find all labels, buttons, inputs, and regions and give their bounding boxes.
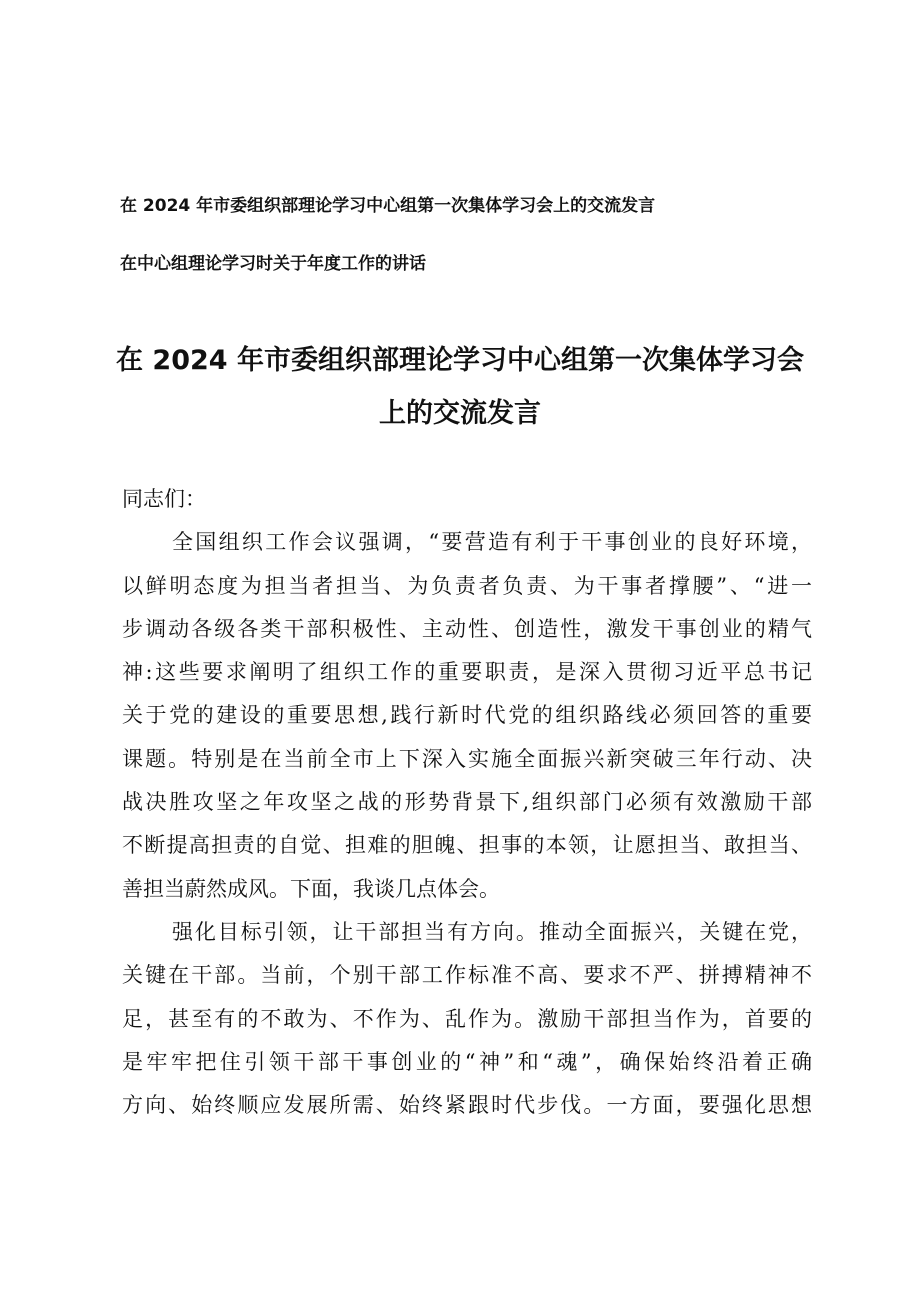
paragraph-1-line: 课题。特别是在当前全市上下深入实施全面振兴新突破三年行动、决 [122, 746, 812, 771]
paragraph-2-line: 是牢牢把住引领干部干事创业的“神”和“魂”，确保始终沿着正确 [122, 1049, 812, 1074]
paragraph-1-line: 以鲜明态度为担当者担当、为负责者负责、为干事者撑腰”、“进一 [122, 573, 812, 598]
paragraph-2-line: 方向、始终顺应发展所需、始终紧跟时代步伐。一方面，要强化思想 [122, 1093, 812, 1118]
paragraph-2-line: 足，甚至有的不敢为、不作为、乱作为。激励干部担当作为，首要的 [122, 1006, 812, 1031]
title-line-1: 在 2024 年市委组织部理论学习中心组第一次集体学习会 [116, 345, 804, 376]
salutation: 同志们： [122, 487, 206, 511]
paragraph-1-line: 神:这些要求阐明了组织工作的重要职责，是深入贯彻习近平总书记 [122, 660, 812, 685]
paragraph-1-line: 不断提高担责的自觉、担难的胆魄、担事的本领，让愿担当、敢担当、 [122, 833, 812, 858]
paragraph-1-line: 步调动各级各类干部积极性、主动性、创造性，激发干事创业的精气 [122, 616, 812, 641]
paragraph-2-line: 强化目标引领，让干部担当有方向。推动全面振兴，关键在党， [172, 919, 812, 944]
title-line-2: 上的交流发言 [379, 398, 541, 429]
paragraph-1-line: 善担当蔚然成风。下面，我谈几点体会。 [122, 876, 500, 901]
document-title [110, 334, 810, 440]
paragraph-1-line: 关于党的建设的重要思想,践行新时代党的组织路线必须回答的重要 [122, 703, 812, 728]
toc-item-2[interactable]: 在中心组理论学习时关于年度工作的讲话 [120, 254, 426, 274]
toc-item-1[interactable]: 在 2024 年市委组织部理论学习中心组第一次集体学习会上的交流发言 [120, 196, 656, 216]
paragraph-1-line: 战决胜攻坚之年攻坚之战的形势背景下,组织部门必须有效激励干部 [122, 790, 812, 815]
document-body [122, 478, 812, 1127]
paragraph-1-line: 全国组织工作会议强调，“要营造有利于干事创业的良好环境， [172, 530, 812, 555]
paragraph-2-line: 关键在干部。当前，个别干部工作标准不高、要求不严、拼搏精神不 [122, 963, 812, 988]
